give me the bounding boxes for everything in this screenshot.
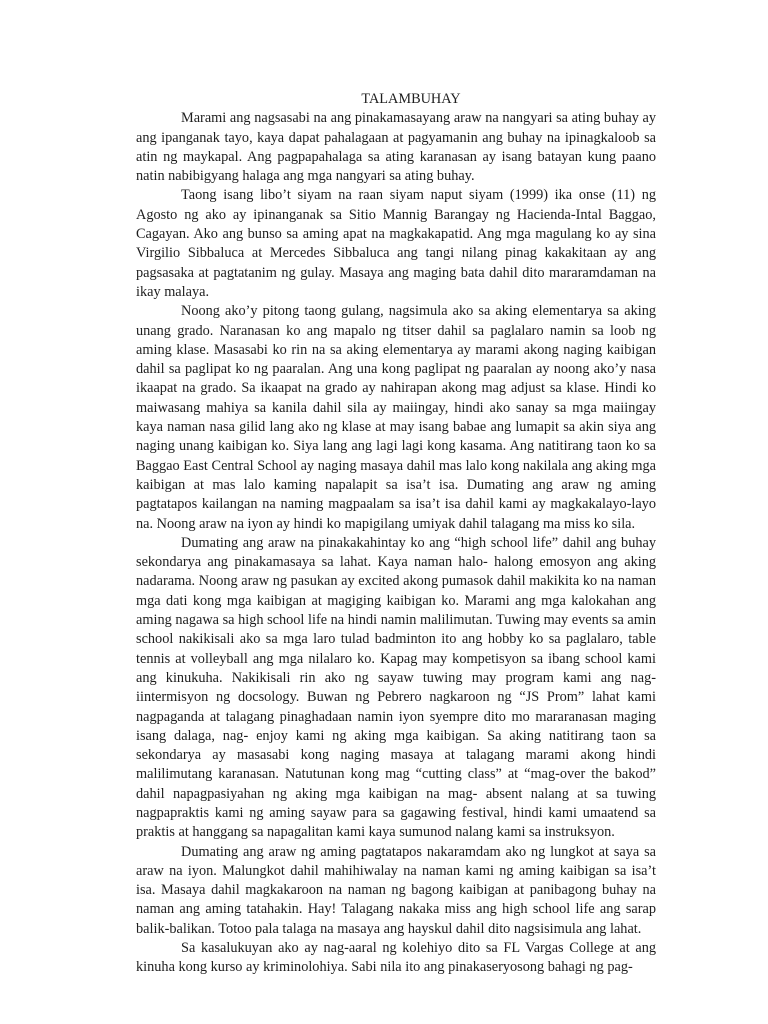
paragraph-high-school: Dumating ang araw na pinakakahintay ko ang “high school life” dahil ang buhay sekondarya ang pinakamasaya sa lahat. Kaya naman halo- halong emosyon ang aking nadarama. Noong araw ng pasukan ay excited akong pumasok dahil makikita ko na naman mga dati kong mga kaibigan at magiging kaibigan ko. Marami ang mga kalokahan ang aming nagawa sa high school life na hindi namin malilimutan. Tuwing may events sa amin school nakikisali ako sa mga laro tulad badminton ito ang hobby ko sa paglalaro, table tennis at volleyball ang mga nilalaro ko. Kapag may kompetisyon sa ibang school kami ang kinukuha. Nakikisali rin ako ng sayaw tuwing may program kami ang nag- iintermisyon ng docsology. Buwan ng Pebrero nagkaroon ng “JS Prom” lahat kami nagpaganda at talagang pinaghadaan namin iyon syempre dito mo mararanasan maging isang dalaga, nag- enjoy kami ng aking mga kaibigan. Sa aking natitirang taon sa sekondarya ay masasabi kong naging masaya at talagang marami akong hindi malilimutang karanasan. Natutunan kong mag “cutting class” at “mag-over the bakod” dahil napagpasiyahan ng aking mga kaibigan na mag- absent nalang at sa tuwing nagpapraktis kami ng aming sayaw para sa gagawing festival, hindi kami umaatend sa praktis at hanggang sa napagalitan kami kaya sumunod nalang kami sa instruksyon. — [136, 534, 656, 841]
paragraph-intro: Marami ang nagsasabi na ang pinakamasayang araw na nangyari sa ating buhay ay ang ipanganak tayo, kaya dapat pahalagaan at pagyamanin ang buhay na ipinagkaloob sa atin ng maykapal. Ang pagpapahalaga sa ating karanasan ay isang batayan kung paano natin nabibigyang halaga ang mga nangyari sa ating buhay. — [136, 110, 656, 185]
document-body — [136, 90, 656, 978]
paragraph-college: Sa kasalukuyan ako ay nag-aaral ng kolehiyo dito sa FL Vargas College at ang kinuha kong kurso ay kriminolohiya. Sabi nila ito ang pinakaseryosong bahagi ng pag- — [136, 940, 656, 976]
paragraph-elementary: Noong ako’y pitong taong gulang, nagsimula ako sa aking elementarya sa aking unang grado. Naranasan ko ang mapalo ng titser dahil sa paglalaro namin sa loob ng aming klase. Masasabi ko rin na sa aking elementarya ay marami akong naging kaibigan dahil sa paglipat ko ng paaralan. Ang una kong paglipat ng paaralan ay noong ako’y nasa ikaapat na grado. Sa ikaapat na grado ay nahirapan akong mag adjust sa klase. Hindi ko maiwasang mahiya sa kanila dahil sila ay maiingay, hindi ako sanay sa mga maiingay kaya naman nasa gilid lang ako ng klase at may isang babae ang lumapit sa akin siya ang naging unang kaibigan ko. Siya lang ang lagi lagi kong kasama. Ang natitirang taon ko sa Baggao East Central School ay naging masaya dahil mas lalo kong nakilala ang aking mga kaibigan at mas lalo kaming napalapit sa isa’t isa. Dumating ang araw ng aming pagtatapos kailangan na naming magpaalam sa isa’t isa dahil kami ay magkakalayo-layo na. Noong araw na iyon ay hindi ko mapigilang umiyak dahil talagang ma miss ko sila. — [136, 303, 656, 532]
paragraph-graduation: Dumating ang araw ng aming pagtatapos nakaramdam ako ng lungkot at saya sa araw na iyon. Malungkot dahil mahihiwalay na naman kami ng aming kaibigan sa isa’t isa. Masaya dahil magkakaroon na naman ng bagong kaibigan at panibagong buhay na naman ang aming tatahakin. Hay! Talagang nakaka miss ang high school life ang sarap balik-balikan. Totoo pala talaga na masaya ang hayskul dahil dito nagsisimula ang lahat. — [136, 843, 656, 937]
document-title: TALAMBUHAY — [361, 91, 461, 107]
paragraph-birth: Taong isang libo’t siyam na raan siyam naput siyam (1999) ika onse (11) ng Agosto ng ako ay ipinanganak sa Sitio Mannig Barangay ng Hacienda-Intal Baggao, Cagayan. Ako ang bunso sa aming apat na magkakapatid. Ang mga magulang ko ay sina Virgilio Sibbaluca at Mercedes Sibbaluca ang tangi nilang pinag kakakitaan ay ang pagsasaka at pagtatanim ng gulay. Masaya ang maging bata dahil dito mararamdaman na ikay malaya. — [136, 187, 656, 300]
